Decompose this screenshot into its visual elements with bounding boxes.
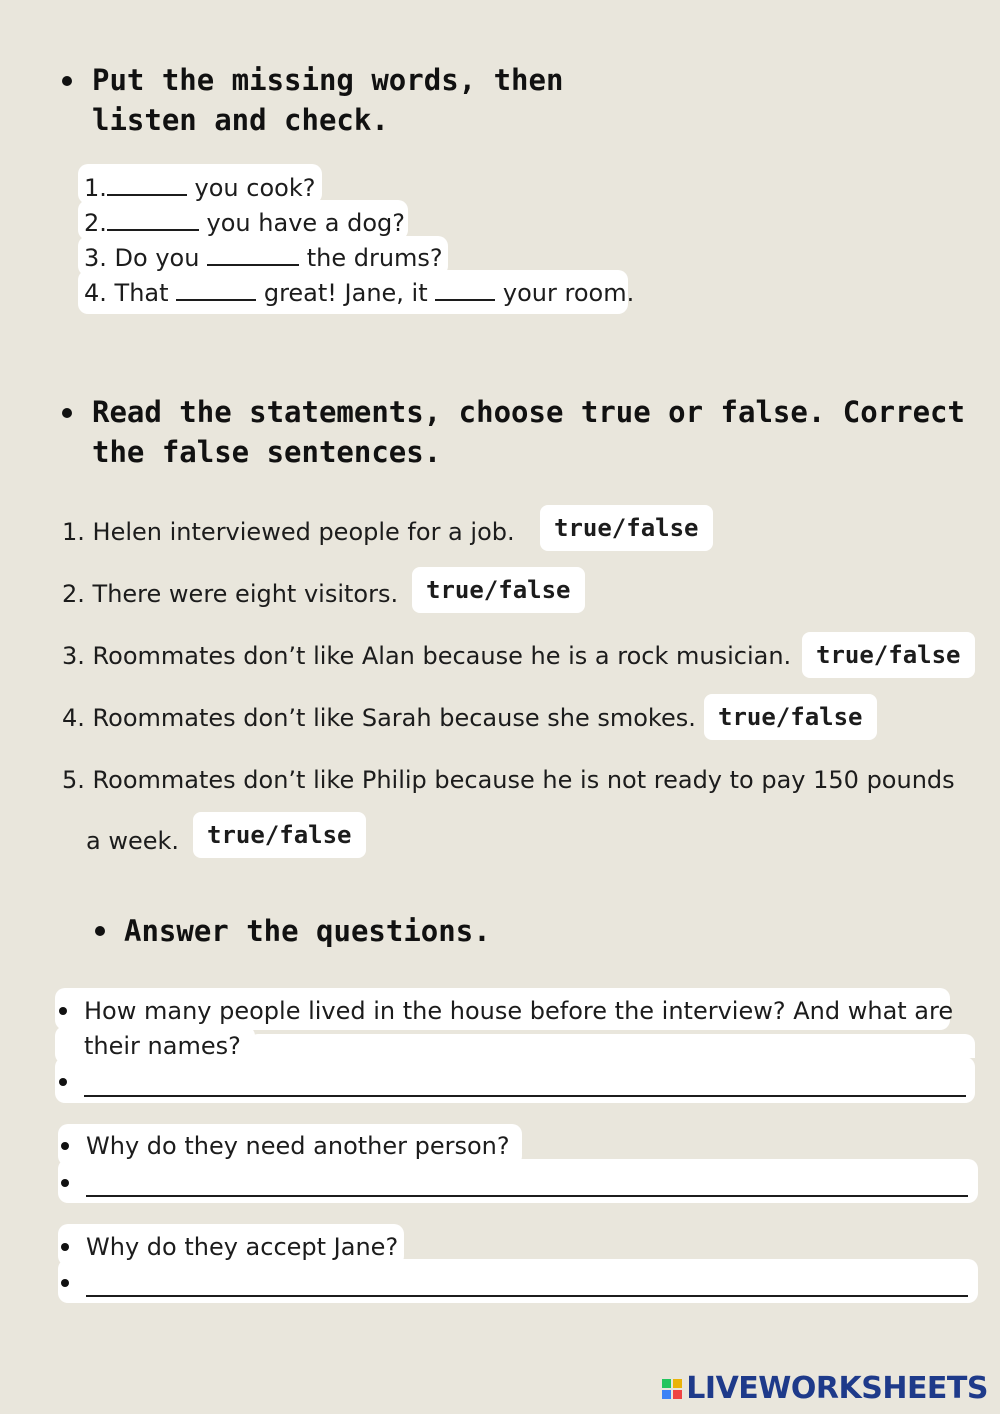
blank-input[interactable] [207,242,299,266]
item-text: the drums? [306,244,443,272]
heading-bullet [62,408,72,418]
question-3: Why do they accept Jane? [86,1233,399,1261]
statement-number: 5. [62,766,85,794]
section2-heading-line2: the false sentences. [92,435,442,469]
heading-bullet [62,76,72,86]
blank-input[interactable] [107,172,187,196]
logo-icon [662,1379,682,1399]
question-1-line1: How many people lived in the house before the interview? And what are [84,997,954,1025]
section1-heading-line2: listen and check. [92,103,389,137]
statement-number: 4. [62,704,85,732]
true-false-select[interactable]: true/false [540,505,713,551]
blank-input[interactable] [176,277,256,301]
answer-input[interactable] [86,1171,968,1197]
question-bullet [61,1142,69,1150]
fill-item-3 [84,242,443,273]
statement-text: Roommates don’t like Sarah because she smokes. [92,704,696,732]
item-text: That [114,279,169,307]
heading-bullet [95,926,105,936]
item-text: you have a dog? [206,209,406,237]
statement-text: Roommates don’t like Alan because he is a rock musician. [92,642,792,670]
logo-text: LIVEWORKSHEETS [686,1371,988,1406]
statement-4 [62,703,696,733]
item-number: 4. [84,279,107,307]
true-false-select[interactable]: true/false [412,567,585,613]
item-text: Do you [114,244,200,272]
logo-square [662,1379,671,1388]
item-text: your room. [502,279,635,307]
section2-heading-line1: Read the statements, choose true or false. Correct [92,395,965,429]
item-number: 1. [84,174,107,202]
logo-square [673,1379,682,1388]
logo-square [662,1390,671,1399]
section3-heading: Answer the questions. [124,914,491,948]
answer-bullet [61,1279,69,1287]
section1-heading-line1: Put the missing words, then [92,63,564,97]
answer-bullet [61,1179,69,1187]
blank-input[interactable] [435,277,495,301]
statement-2 [62,579,398,609]
statement-1 [62,517,515,547]
true-false-select[interactable]: true/false [704,694,877,740]
fill-item-1 [84,172,315,203]
liveworksheets-logo [662,1371,988,1406]
answer-input[interactable] [84,1071,966,1097]
true-false-select[interactable]: true/false [193,812,366,858]
statement-number: 2. [62,580,85,608]
logo-square [673,1390,682,1399]
blank-input[interactable] [107,207,199,231]
question-bullet [59,1007,67,1015]
answer-input[interactable] [86,1271,968,1297]
statement-text: There were eight visitors. [92,580,399,608]
statement-number: 1. [62,518,85,546]
question-bullet [61,1243,69,1251]
statement-number: 3. [62,642,85,670]
statement-5-continued: a week. [86,827,180,855]
statement-3 [62,641,791,671]
fill-item-2 [84,207,405,238]
answer-bullet [59,1078,67,1086]
fill-item-4 [84,277,634,308]
statement-5 [62,765,955,795]
section2-heading [92,392,965,472]
section1-heading [92,60,563,140]
item-number: 3. [84,244,107,272]
question-1-line2: their names? [84,1032,241,1060]
statement-text: Helen interviewed people for a job. [92,518,515,546]
item-text: you cook? [194,174,316,202]
question-2: Why do they need another person? [86,1132,510,1160]
item-number: 2. [84,209,107,237]
statement-text: Roommates don’t like Philip because he is not ready to pay 150 pounds [92,766,955,794]
item-text: great! Jane, it [263,279,428,307]
highlight-box [248,1034,975,1058]
true-false-select[interactable]: true/false [802,632,975,678]
